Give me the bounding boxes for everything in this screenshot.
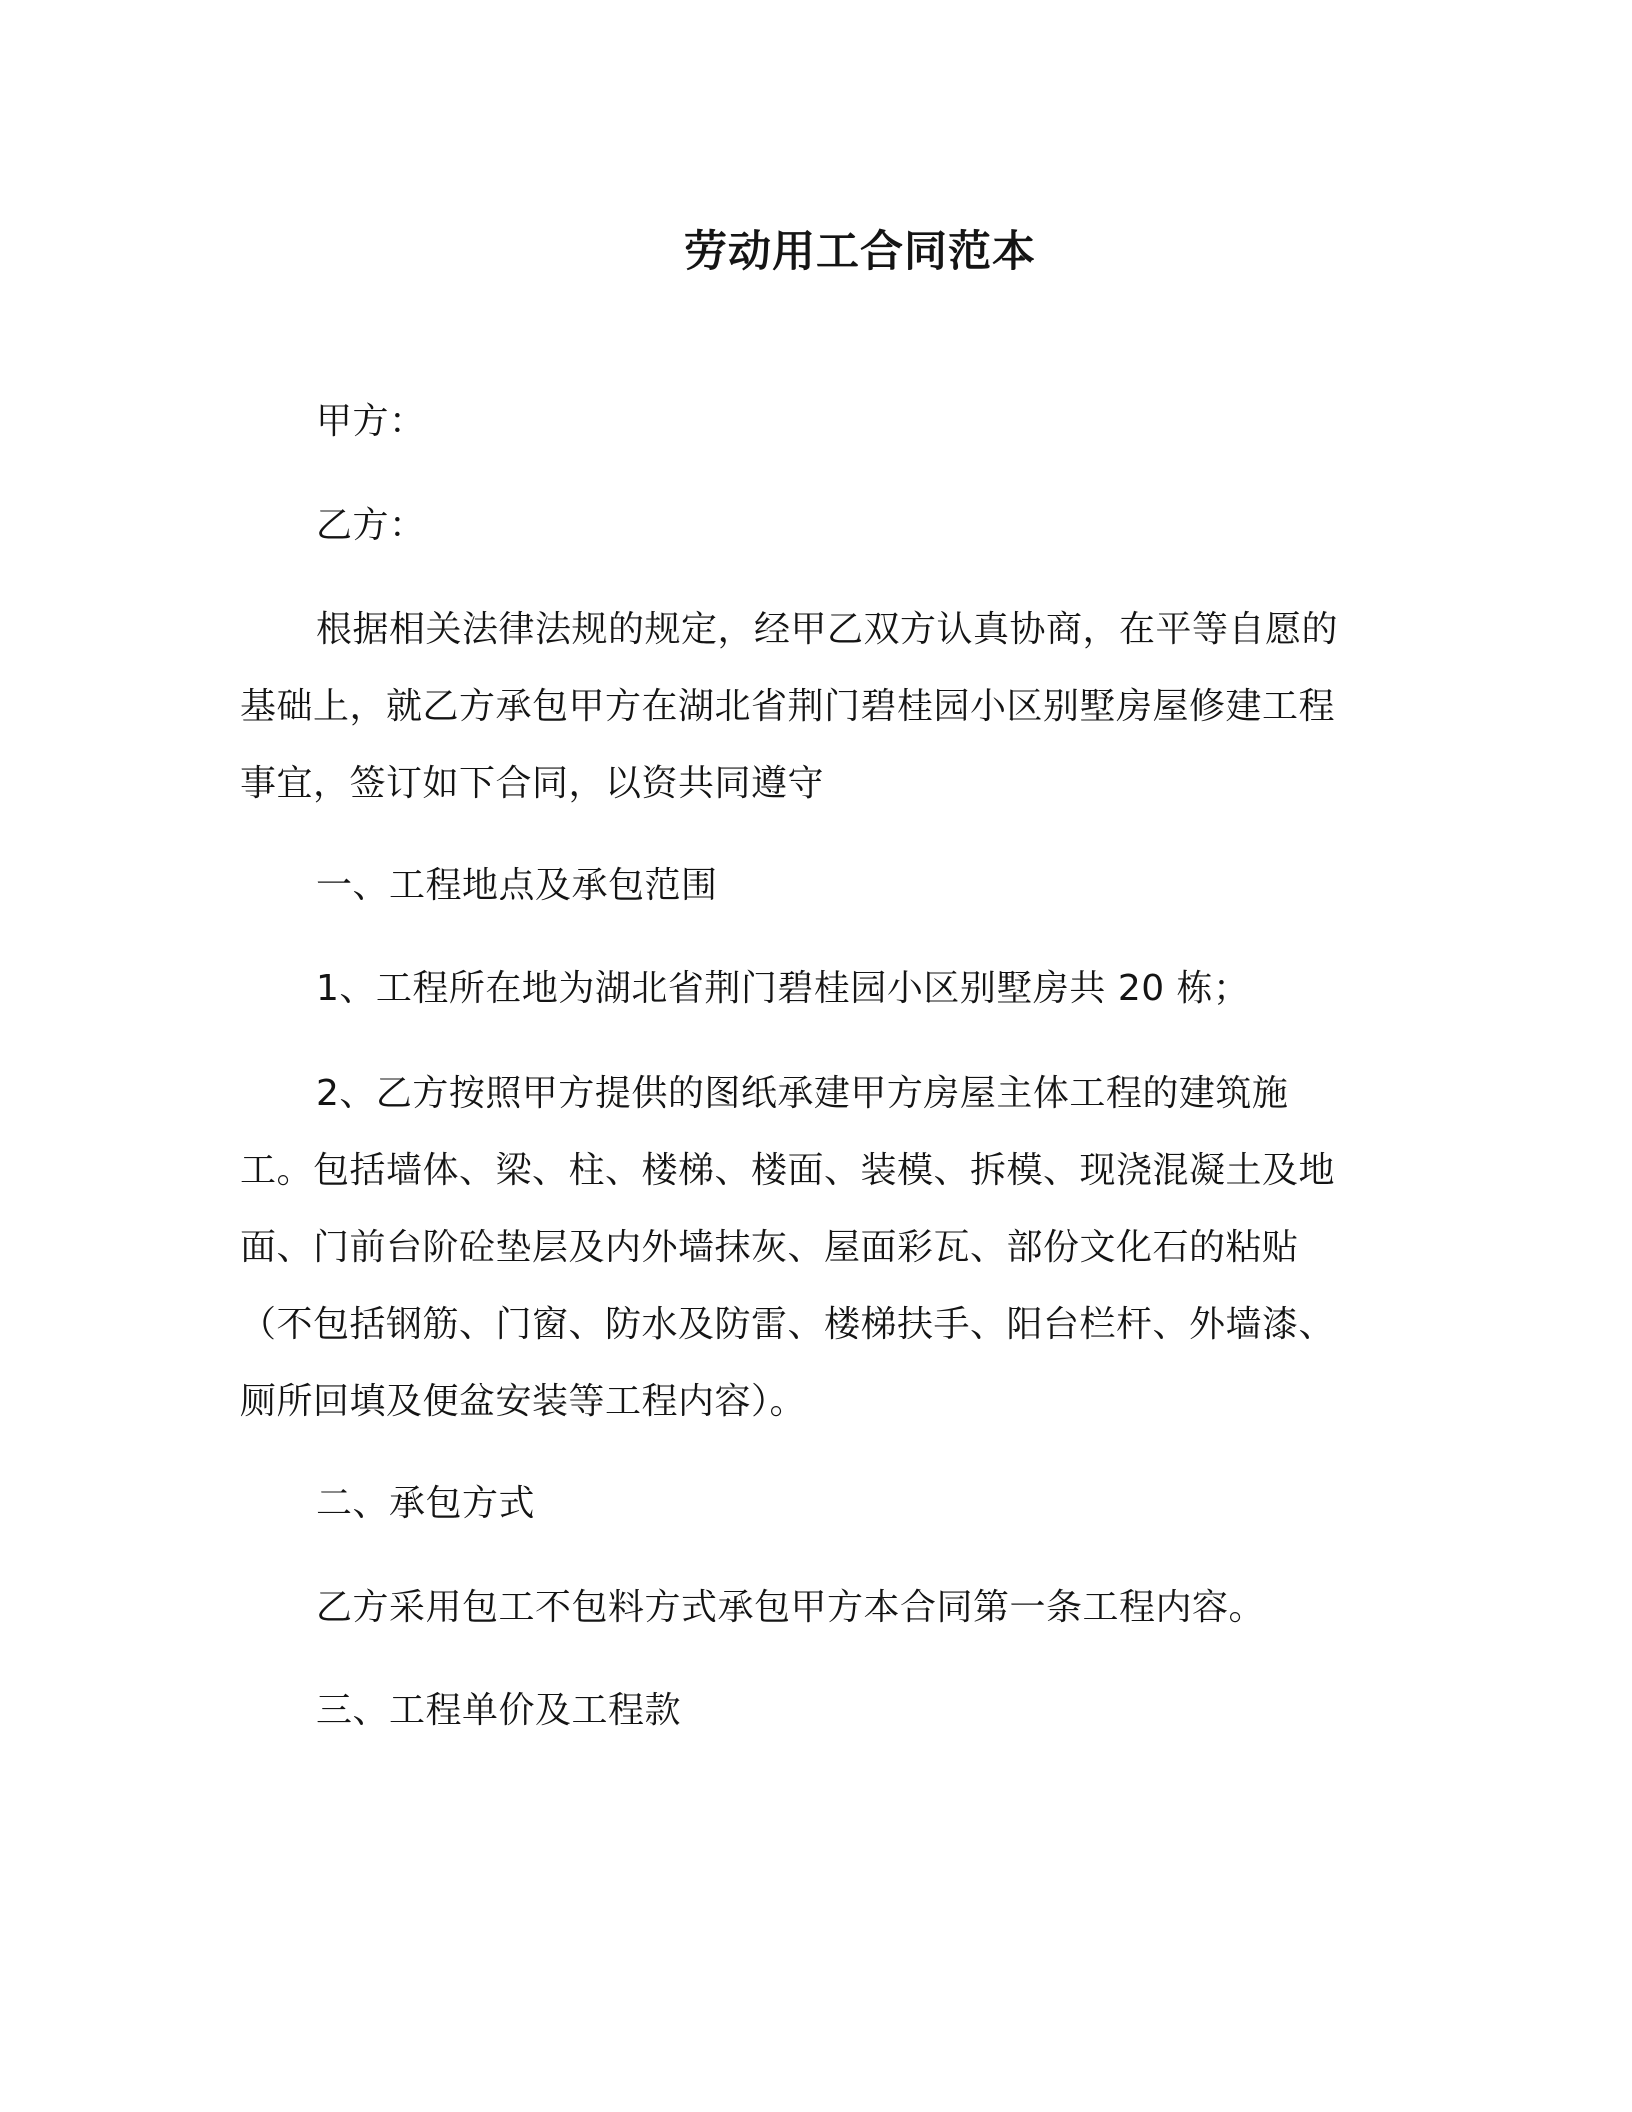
section-2-body: 乙方采用包工不包料方式承包甲方本合同第一条工程内容。 (316, 1587, 1266, 1628)
preamble-paragraph: 根据相关法律法规的规定，经甲乙双方认真协商，在平等自愿的基础上，就乙方承包甲方在湖北省荆门碧桂园小区别墅房屋修建工程事宜，签订如下合同，以资共同遵守 (240, 609, 1339, 804)
section-3-heading: 三、工程单价及工程款 (316, 1690, 682, 1731)
section-1-item-2: 2、乙方按照甲方提供的图纸承建甲方房屋主体工程的建筑施工。包括墙体、梁、柱、楼梯、楼面、装模、拆模、现浇混凝土及地面、门前台阶砼垫层及内外墙抹灰、屋面彩瓦、部份文化石的粘贴（不包括钢筋、门窗、防水及防雷、楼梯扶手、阳台栏杆、外墙漆、厕所回填及便盆安装等工程内容）。 (240, 1073, 1336, 1422)
document-title: 劳动用工合同范本 (684, 227, 1036, 277)
party-a-label: 甲方： (316, 401, 426, 442)
section-1-heading: 一、工程地点及承包范围 (316, 865, 718, 906)
party-b-label: 乙方： (316, 505, 426, 546)
section-1-item-1: 1、工程所在地为湖北省荆门碧桂园小区别墅房共 20 栋； (316, 968, 1250, 1009)
section-2-heading: 二、承包方式 (316, 1483, 536, 1524)
